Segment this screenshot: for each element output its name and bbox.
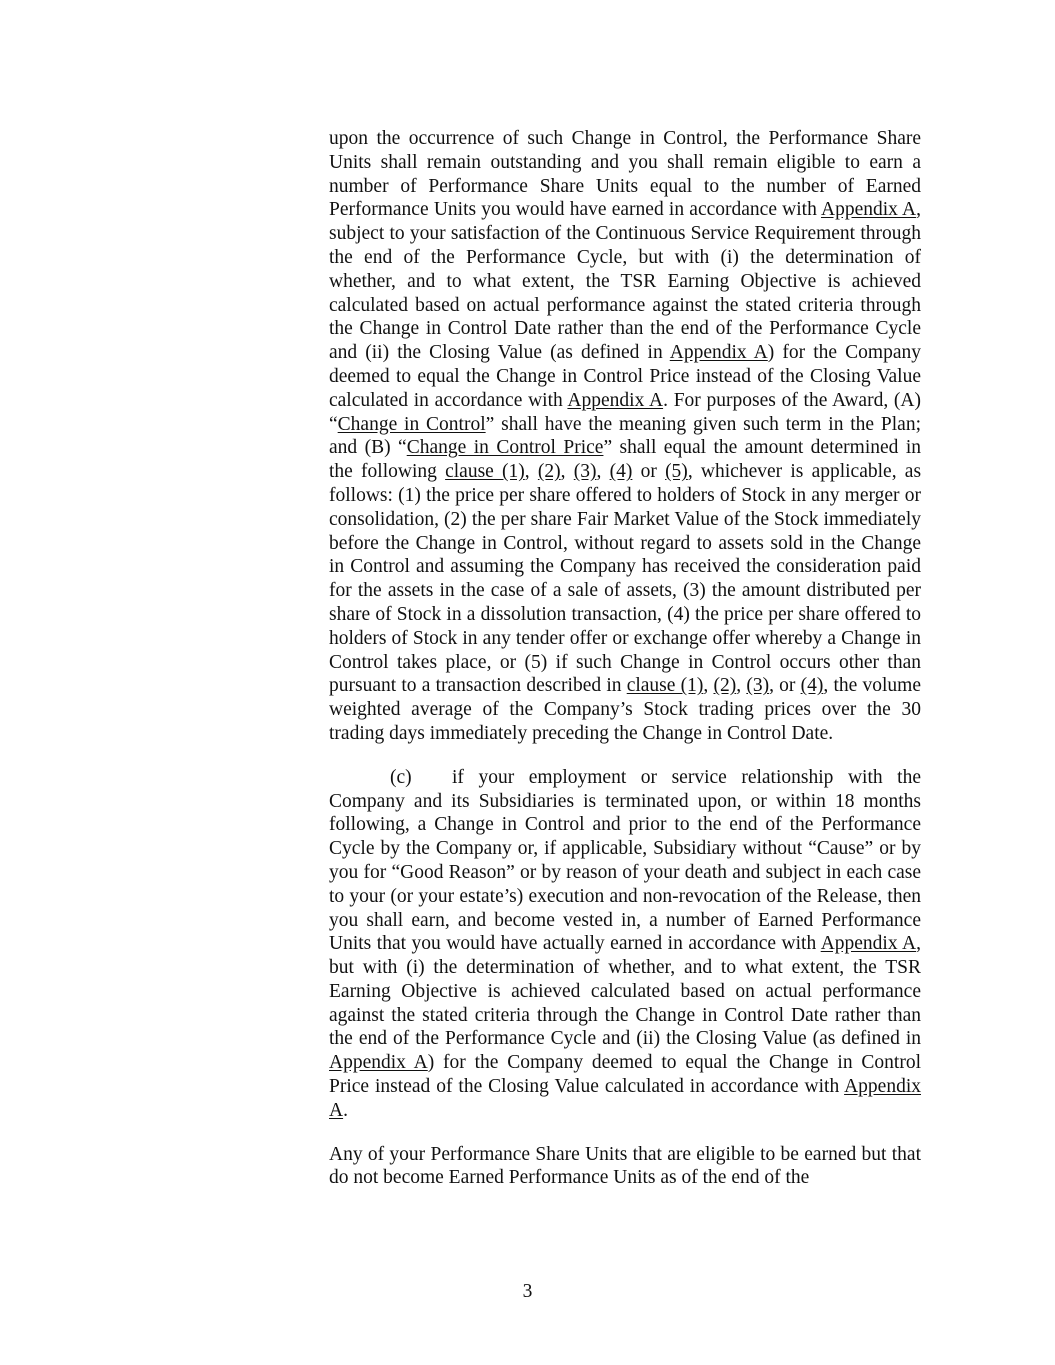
clause-reference: clause (1) xyxy=(626,675,704,697)
text-run: . xyxy=(343,1099,348,1121)
text-run: , xyxy=(703,675,714,697)
clause-reference: (3) xyxy=(746,675,770,697)
clause-reference: (5) xyxy=(665,461,688,483)
defined-term-change-in-control-price: Change in Control Price xyxy=(406,437,604,459)
text-run: , but with (i) the determination of whether, and to what extent, the TSR Earning Objective is achieved calculated based on actual performance against the stated criteria through the Change in Control Date rather than the end of the Performance Cycle and (ii) the Closing Value (as defined in xyxy=(329,933,921,1050)
clause-reference: clause (1) xyxy=(445,461,525,483)
text-run: ) for the Company deemed to equal the Change in Control Price instead of the Closing Value calculated in accordance with xyxy=(329,342,921,411)
appendix-a-reference: Appendix A xyxy=(329,1052,428,1074)
text-run: . For purposes of the Award, (A) “ xyxy=(329,389,921,435)
text-run: , or xyxy=(769,675,801,697)
text-run: , whichever is applicable, as follows: (1) the price per share offered to holders of Stock in any merger or consolidation, (2) the per share Fair Market Value of the Stock immediately before the Change in Control, without regard to assets sold in the Change in Control and assuming the Company has received the consideration paid for the assets in the case of a sale of assets, (3) the amount distributed per share of Stock in a dissolution transaction, (4) the price per share offered to holders of Stock in any tender offer or exchange offer whereby a Change in Control takes place, or (5) if such Change in Control occurs other than pursuant to a transaction described in xyxy=(329,461,922,697)
text-run: , subject to your satisfaction of the Continuous Service Requirement through the end of the Performance Cycle, but with (i) the determination of whether, and to what extent, the TSR Earning Objective is achieved calculated based on actual performance against the stated criteria through the Change in Control Date rather than the end of the Performance Cycle and (ii) the Closing Value (as defined in xyxy=(329,199,921,364)
text-run: , xyxy=(524,461,538,483)
appendix-a-reference: Appendix A xyxy=(820,933,917,955)
text-run: upon the occurrence of such Change in Control, the Performance Share Units shall remain outstanding and you shall remain eligible to earn a number of Performance Share Units equal to the number of Earned Performance Units you would have earned in accordance with xyxy=(329,128,921,221)
text-run: , xyxy=(560,461,574,483)
text-run: Any of your Performance Share Units that are eligible to be earned but that do not become Earned Performance Units as of the end of the xyxy=(329,1143,921,1189)
defined-term-change-in-control: Change in Control xyxy=(337,413,486,435)
clause-label: (c) xyxy=(390,766,412,788)
clause-reference: (4) xyxy=(800,675,824,697)
paragraph-c-termination xyxy=(329,766,921,1123)
text-run: , the volume weighted average of the Company’s Stock trading prices over the 30 trading days immediately preceding the Change in Control Date. xyxy=(329,675,921,744)
text-run: or xyxy=(632,461,666,483)
appendix-a-reference: Appendix A xyxy=(567,389,664,411)
paragraph-change-in-control-price xyxy=(329,127,921,746)
text-run: ” shall have the meaning given such term in the Plan; and (B) “ xyxy=(329,413,921,459)
text-run: if your employment or service relationship with the Company and its Subsidiaries is terminated upon, or within 18 months following, a Change in Control and prior to the end of the Performance Cycle by the Company or, if applicable, Subsidiary without “Cause” or by you for “Good Reason” or by reason of your death and subject in each case to your (or your estate’s) execution and non-revocation of the Release, then you shall earn, and become vested in, a number of Earned Performance Units that you would have actually earned in accordance with xyxy=(329,766,921,955)
clause-reference: (3) xyxy=(573,461,597,483)
text-run: ) for the Company deemed to equal the Change in Control Price instead of the Closing Value calculated in accordance with xyxy=(329,1052,921,1098)
paragraph-unearned-units xyxy=(329,1143,921,1191)
clause-reference: (2) xyxy=(713,675,737,697)
clause-reference: (4) xyxy=(609,461,633,483)
page-number: 3 xyxy=(522,1281,533,1302)
appendix-a-reference: Appendix A xyxy=(669,342,768,364)
text-run: ” shall equal the amount determined in the following xyxy=(329,437,922,483)
appendix-a-reference: Appendix A xyxy=(329,1076,921,1121)
appendix-a-reference: Appendix A xyxy=(821,199,917,221)
clause-reference: (2) xyxy=(537,461,561,483)
document-body xyxy=(329,127,921,1190)
text-run: , xyxy=(736,675,747,697)
text-run: , xyxy=(596,461,610,483)
